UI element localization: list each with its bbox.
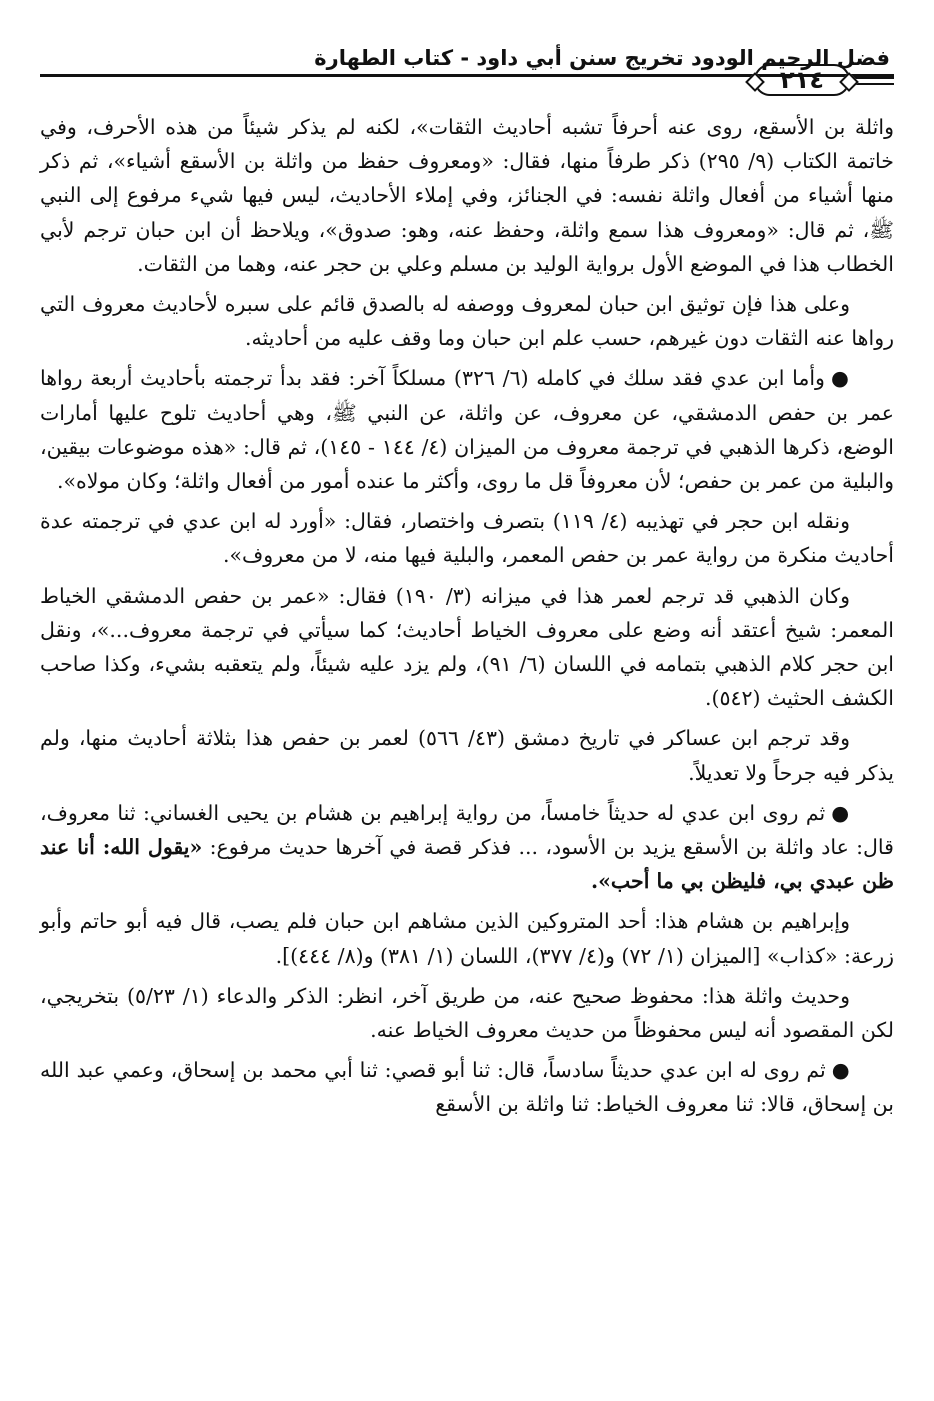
paragraph-text: ونقله ابن حجر في تهذيبه (٤/ ١١٩) بتصرف واختصار، فقال: «أورد له ابن عدي في ترجمته عدة أحاديث منكرة من رواية عمر بن حفص المعمر، والبلية فيها منه، لا من معروف». [40, 509, 894, 568]
ornament-line [854, 83, 894, 85]
bullet-icon: ● [831, 800, 851, 825]
ornament-line [854, 77, 894, 79]
bullet-icon: ● [831, 1058, 850, 1083]
paragraph [40, 904, 894, 972]
paragraph [40, 979, 894, 1047]
paragraph-text: ثم روى ابن عدي له حديثاً خامساً، من رواية إبراهيم بن هشام بن يحيى الغساني: ثنا معروف، قال: عاد واثلة بن الأسقع يزيد بن الأسود، ... فذكر قصة في آخرها حديث مرفوع: [40, 800, 894, 860]
body-text [40, 110, 894, 1128]
paragraph [40, 504, 894, 572]
page-number-row [40, 64, 894, 98]
paragraph [40, 579, 894, 716]
paragraph-text: وكان الذهبي قد ترجم لعمر هذا في ميزانه (٣/ ١٩٠) فقال: «عمر بن حفص الدمشقي الخياط المعمر: شيخ أعتقد أنه وضع على معروف الخياط أحاديث؛ كما سيأتي في ترجمة معروف...»، ونقل ابن حجر كلام الذهبي بتمامه في اللسان (٦/ ٩١)، ولم يزد عليه شيئاً، ولم يتعقبه بشيء، وكذا صاحب الكشف الحثيث (٥٤٢). [40, 583, 895, 711]
paragraph-text: واثلة بن الأسقع، روى عنه أحرفاً تشبه أحاديث الثقات»، لكنه لم يذكر شيئاً من هذه الأحرف، وفي خاتمة الكتاب (٩/ ٢٩٥) ذكر طرفاً منها، فقال: «ومعروف حفظ من واثلة بن الأسقع أشياء»، ثم ذكر منها أشياء من أفعال واثلة نفسه: في الجنائز، وفي إملاء الأحاديث، ليس فيها شيء مرفوع إلى النبي ﷺ، ثم قال: «ومعروف هذا سمع واثلة، وحفظ عنه، وهو: صدوق»، ويلاحظ أن ابن حبان ترجم لأبي الخطاب هذا في الموضع الأول برواية الوليد بن مسلم وعلي بن حجر عنه، وهما من الثقات. [40, 115, 894, 276]
paragraph-text: وعلى هذا فإن توثيق ابن حبان لمعروف ووصفه له بالصدق قائم على سبره لأحاديث معروف التي رواها عنه الثقات دون غيرهم، حسب علم ابن حبان وما وقف عليه من أحاديثه. [40, 292, 894, 351]
paragraph [40, 721, 894, 789]
paragraph [40, 1053, 894, 1121]
header-title: فضل الرحيم الودود تخريج سنن أبي داود - كتاب الطهارة [314, 46, 890, 70]
paragraph [40, 796, 894, 899]
page-number: ٢١٤ [754, 64, 850, 96]
paragraph-text: وقد ترجم ابن عساكر في تاريخ دمشق (٤٣/ ٥٦٦) لعمر بن حفص هذا بثلاثة أحاديث منها، ولم يذكر فيه جرحاً ولا تعديلاً. [40, 726, 894, 785]
paragraph-text: وأما ابن عدي فقد سلك في كامله (٦/ ٣٢٦) مسلكاً آخر: فقد بدأ ترجمته بأحاديث أربعة رواها عمر بن حفص الدمشقي، عن معروف، عن واثلة، عن النبي ﷺ، وهي أحاديث تلوح عليها أمارات الوضع، ذكرها الذهبي في ترجمة معروف من الميزان (٤/ ١٤٤ - ١٤٥)، ثم قال: «هذه موضوعات بيقين، والبلية من عمر بن حفص؛ لأن معروفاً قل ما روى، وأكثر ما عنده أمور من أفعال واثلة؛ وكان مولاه». [40, 366, 894, 494]
hadith-quote: «يقول الله: أنا عند ظن عبدي بي، فليظن بي ما أحب». [40, 835, 894, 894]
paragraph-text: ثم روى له ابن عدي حديثاً سادساً، قال: ثنا أبو قصي: ثنا أبي محمد بن إسحاق، وعمي عبد الله بن إسحاق، قالا: ثنا معروف الخياط: ثنا واثلة بن الأسقع [40, 1058, 894, 1117]
paragraph-text: وإبراهيم بن هشام هذا: أحد المتروكين الذين مشاهم ابن حبان فلم يصب، قال فيه أبو حاتم وأبو زرعة: «كذاب» [الميزان (١/ ٧٢) و(٤/ ٣٧٧)، اللسان (١/ ٣٨١) و(٨/ ٤٤٤)]. [40, 909, 894, 968]
paragraph [40, 287, 894, 355]
paragraph [40, 110, 894, 281]
bullet-icon: ● [830, 366, 850, 391]
paragraph-text: وحديث واثلة هذا: محفوظ صحيح عنه، من طريق آخر، انظر: الذكر والدعاء (١/ ٥/٢٣) بتخريجي، لكن المقصود أنه ليس محفوظاً من حديث معروف الخياط عنه. [40, 983, 894, 1043]
paragraph [40, 361, 894, 498]
